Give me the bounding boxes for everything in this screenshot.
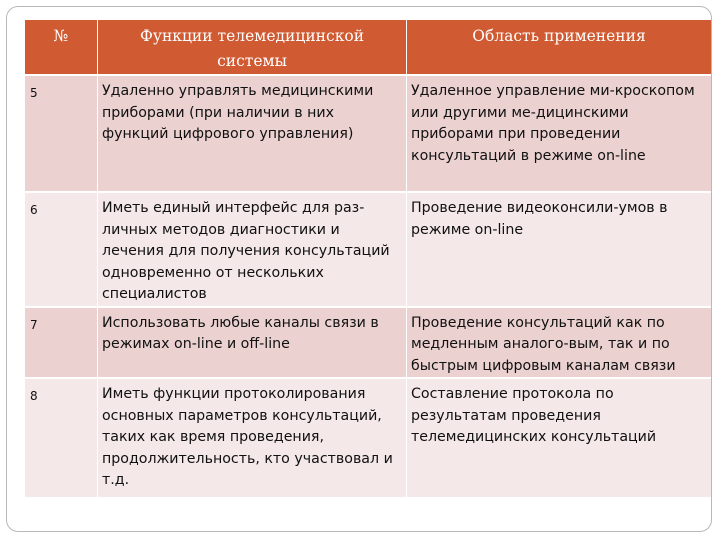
row-number: 7: [25, 306, 98, 378]
table-header-row: [25, 20, 711, 74]
row-application: Проведение консультаций как по медленным аналого-вым, так и по быстрым цифровым каналам связи: [407, 306, 711, 378]
table-row: [25, 377, 711, 497]
table-row: [25, 191, 711, 306]
row-number: 6: [25, 191, 98, 306]
header-functions: Функции телемедицинской системы: [98, 20, 407, 74]
slide-frame: [6, 6, 712, 532]
header-number: №: [25, 20, 98, 74]
row-function: Иметь единый интерфейс для раз-личных методов диагностики и лечения для получения консультаций одновременно от нескольких специалистов: [98, 191, 407, 306]
row-number: 8: [25, 377, 98, 497]
telemedicine-functions-table: [25, 20, 711, 497]
table-row: [25, 74, 711, 191]
row-application: Удаленное управление ми-кроскопом или другими ме-дицинскими приборами при проведении консультаций в режиме on-line: [407, 74, 711, 191]
row-application: Составление протокола по результатам проведения телемедицинских консультаций: [407, 377, 711, 497]
row-function: Использовать любые каналы связи в режимах on-line и off-line: [98, 306, 407, 378]
row-number: 5: [25, 74, 98, 191]
row-function: Иметь функции протоколирования основных параметров консультаций, таких как время проведения, продолжительность, кто участвовал и т.д.: [98, 377, 407, 497]
row-application: Проведение видеоконсили-умов в режиме on-line: [407, 191, 711, 306]
table-row: [25, 306, 711, 378]
row-function: Удаленно управлять медицинскими приборами (при наличии в них функций цифрового управления): [98, 74, 407, 191]
header-application: Область применения: [407, 20, 711, 74]
